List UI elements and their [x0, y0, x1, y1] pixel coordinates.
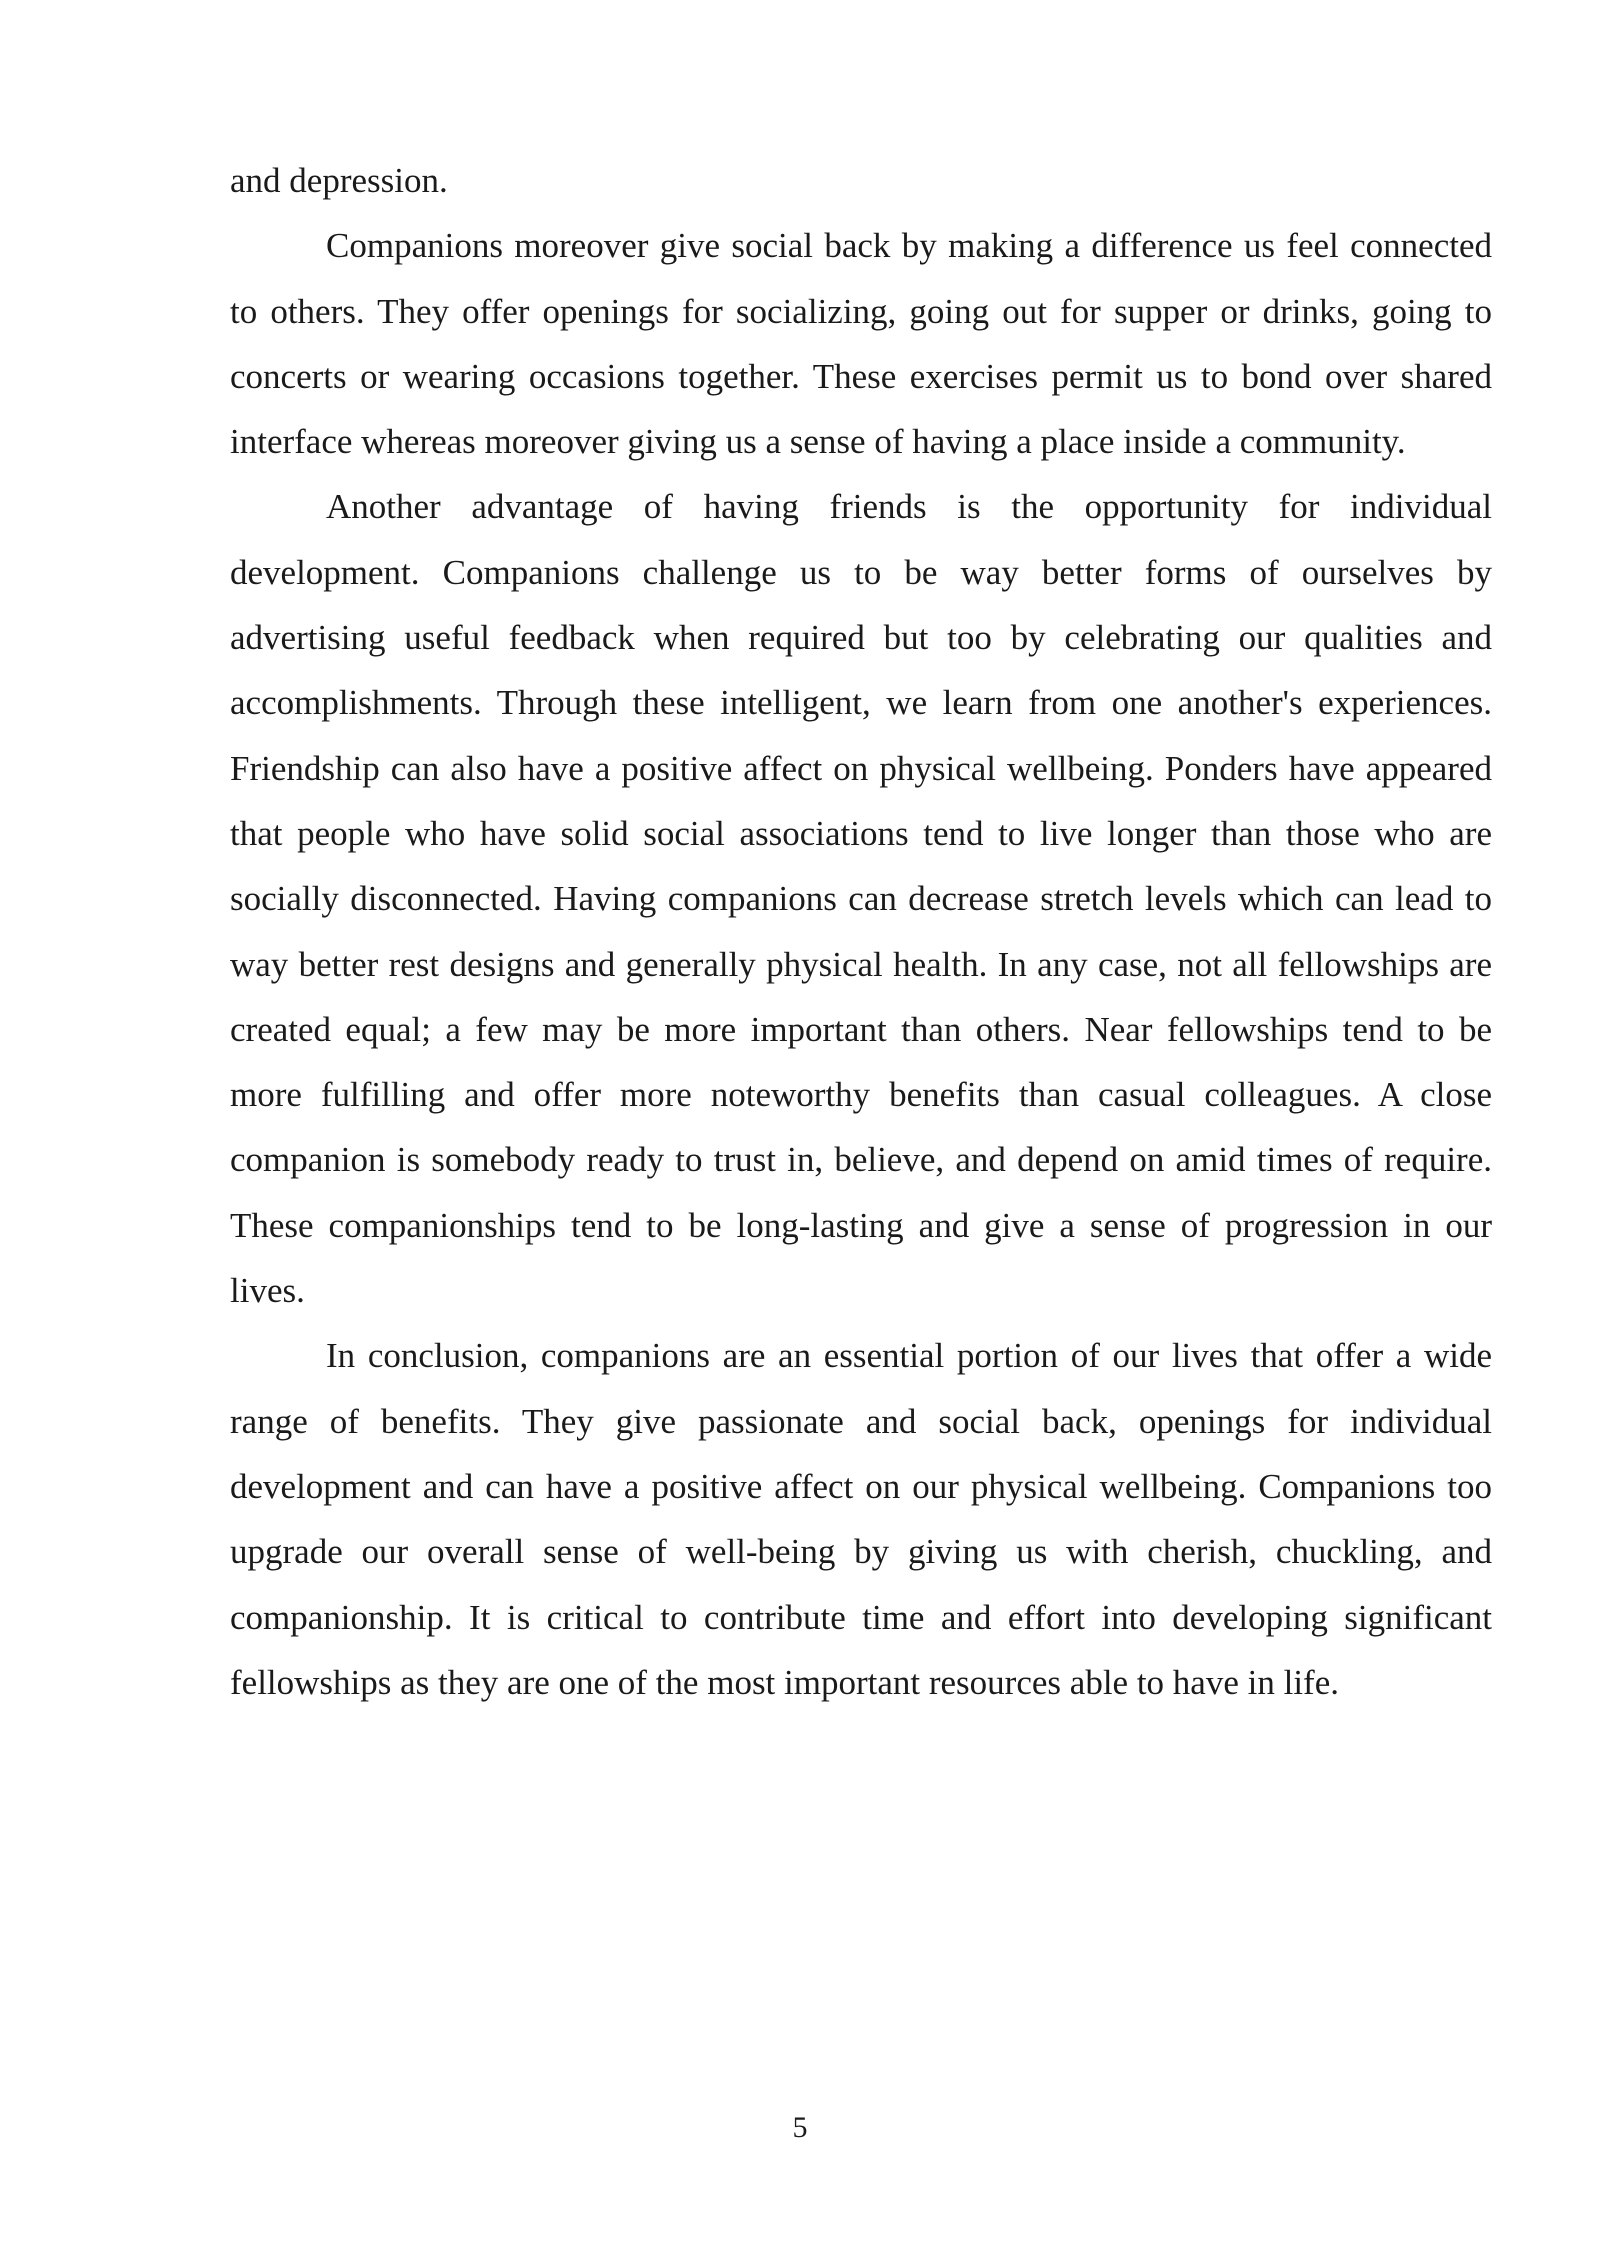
paragraph-social-support: Companions moreover give social back by making a difference us feel connected to others. They offer openings for socializing, going out for supper or drinks, going to concerts or wearing occasions together. These exercises permit us to bond over shared interface whereas moreover giving us a sense of having a place inside a community. [230, 226, 1492, 462]
page-number: 5 [792, 2111, 808, 2144]
paragraph-continuation: and depression. [230, 161, 448, 200]
paragraph-individual-development: Another advantage of having friends is the opportunity for individual development. Companions challenge us to be way better forms of ourselves by advertising useful feedback when required but too by celebrating our qualities and accomplishments. Through these intelligent, we learn from one another's experiences. Friendship can also have a positive affect on physical wellbeing. Ponders have appeared that people who have solid social associations tend to live longer than those who are socially disconnected. Having companions can decrease stretch levels which can lead to way better rest designs and generally physical health. In any case, not all fellowships are created equal; a few may be more important than others. Near fellowships tend to be more fulfilling and offer more noteworthy benefits than casual colleagues. A close companion is somebody ready to trust in, believe, and depend on amid times of require. These companionships tend to be long-lasting and give a sense of progression in our lives. [230, 487, 1492, 1311]
body-text [230, 148, 1492, 1715]
paragraph-conclusion: In conclusion, companions are an essential portion of our lives that offer a wide range of benefits. They give passionate and social back, openings for individual development and can have a positive affect on our physical wellbeing. Companions too upgrade our overall sense of well-being by giving us with cherish, chuckling, and companionship. It is critical to contribute time and effort into developing significant fellowships as they are one of the most important resources able to have in life. [230, 1336, 1492, 1702]
